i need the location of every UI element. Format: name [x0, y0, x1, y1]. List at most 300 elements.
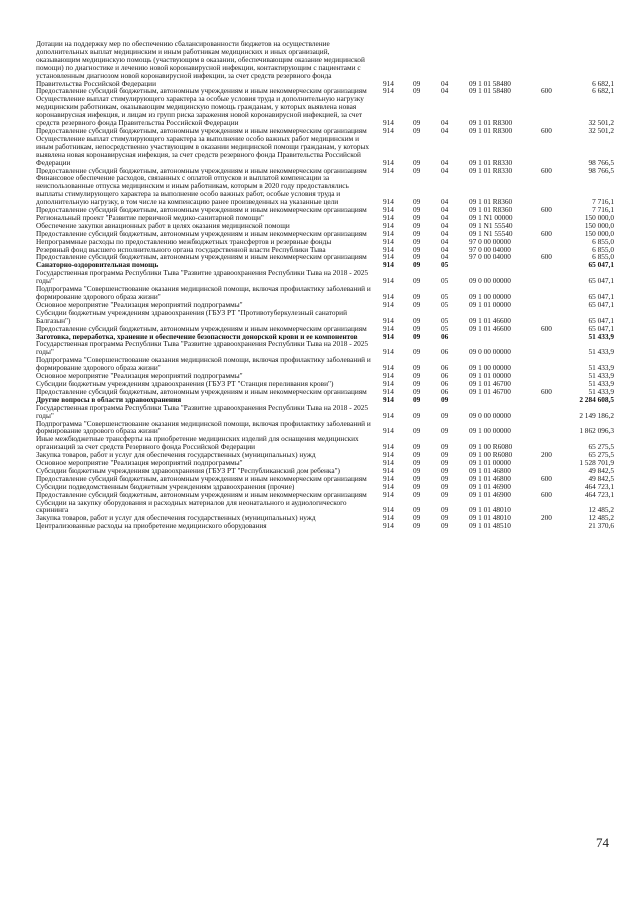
row-section-code: 09: [413, 505, 421, 515]
row-ministry-code: 914: [383, 395, 394, 404]
row-ministry-code: 914: [383, 229, 394, 238]
row-description: Предоставление субсидий бюджетным, автономным учреждениям и иным некоммерческим организациям: [36, 166, 367, 175]
row-expense-type-code: [541, 309, 566, 325]
row-section-code: 09: [413, 276, 421, 286]
row-amount: 49 842,5: [588, 474, 614, 483]
row-target-article-code: 09 1 N1 55540: [469, 229, 513, 238]
row-target-article-code: 09 1 01 58480: [469, 78, 511, 88]
row-description: Заготовка, переработка, хранение и обеспечение безопасности донорской крови и ее компонентов: [36, 332, 358, 341]
row-target-article-code: 09 1 00 R6080: [469, 451, 513, 460]
row-ministry-code: 914: [383, 324, 394, 333]
row-description: Субсидии бюджетным учреждениям здравоохранения (ГБУЗ РТ "Противотуберкулезный санаторий Балгазын"): [36, 308, 347, 325]
row-subsection-code: 09: [441, 451, 449, 460]
row-expense-type-code: [541, 380, 566, 388]
row-ministry-code: 914: [383, 253, 394, 262]
row-expense-type-code: [541, 396, 566, 404]
row-expense-type-code: [541, 356, 566, 372]
row-amount: 51 433,9: [588, 332, 614, 341]
row-section-code: 09: [413, 118, 421, 127]
row-section-code: 09: [413, 379, 421, 388]
row-ministry-code: 914: [383, 78, 394, 88]
row-expense-type-code: [541, 340, 566, 356]
row-amount: 49 842,5: [588, 466, 614, 475]
row-expense-type-code: [541, 40, 566, 87]
table-row: [36, 340, 614, 356]
row-expense-type-code: [541, 435, 566, 451]
table-row: [36, 372, 614, 380]
row-amount: 65 047,1: [588, 315, 614, 325]
row-amount: 7 716,1: [592, 197, 614, 207]
row-target-article-code: 09 1 01 R8300: [469, 126, 513, 135]
row-expense-type-code: [541, 499, 566, 515]
table-row: [36, 467, 614, 475]
row-target-article-code: 09 0 00 00000: [469, 276, 511, 286]
row-amount: 65 047,1: [588, 292, 614, 301]
table-row: [36, 380, 614, 388]
row-expense-type-code: 200: [541, 514, 552, 523]
row-section-code: 09: [413, 197, 421, 207]
row-subsection-code: 09: [441, 395, 449, 404]
row-subsection-code: 05: [441, 300, 449, 309]
row-section-code: 09: [413, 78, 421, 88]
row-expense-type-code: [541, 404, 566, 420]
row-amount: 7 716,1: [592, 206, 614, 214]
row-amount: 65 047,1: [588, 261, 614, 270]
row-section-code: 09: [413, 482, 421, 491]
row-target-article-code: 09 1 01 00000: [469, 300, 511, 309]
row-description: Дотации на поддержку мер по обеспечению сбалансированности бюджетов на осуществление дополнительных выплат медицинским и иным работникам медицинских и иных организаций, оказывающим медицинскую помощь (участвующим в оказании, обеспечивающим оказание медицинской помощи) по диагностике и лечению новой коронавирусной инфекции, контактирующим с пациентами с установленным диагнозом новой коронавирусной инфекции, за счет средств резервного фонда Правительства Российской Федерации: [36, 40, 365, 88]
row-section-code: 09: [413, 245, 421, 254]
row-amount: 98 766,5: [588, 166, 614, 175]
row-amount: 150 000,0: [584, 229, 614, 238]
row-section-code: 09: [413, 300, 421, 309]
row-section-code: 09: [413, 410, 421, 420]
row-ministry-code: 914: [383, 206, 394, 214]
row-subsection-code: 09: [441, 459, 449, 467]
row-subsection-code: 09: [441, 522, 449, 531]
row-ministry-code: 914: [383, 514, 394, 523]
row-target-article-code: 97 0 00 04000: [469, 253, 511, 262]
row-ministry-code: 914: [383, 459, 394, 467]
row-target-article-code: 09 1 01 R8360: [469, 197, 513, 207]
row-ministry-code: 914: [383, 466, 394, 475]
table-row: [36, 87, 614, 95]
row-ministry-code: 914: [383, 363, 394, 373]
row-expense-type-code: 600: [541, 324, 552, 333]
row-description: Централизованные расходы на приобретение медицинского оборудования: [36, 522, 267, 531]
row-subsection-code: 04: [441, 157, 449, 167]
row-amount: 65 275,5: [588, 451, 614, 460]
row-section-code: 09: [413, 387, 421, 396]
row-subsection-code: 05: [441, 315, 449, 325]
table-row: [36, 333, 614, 341]
row-expense-type-code: [541, 95, 566, 127]
row-amount: 51 433,9: [588, 387, 614, 396]
row-subsection-code: 04: [441, 87, 449, 96]
row-ministry-code: 914: [383, 118, 394, 127]
row-expense-type-code: 600: [541, 387, 552, 396]
budget-table: [36, 40, 614, 530]
table-row: [36, 499, 614, 515]
table-row: [36, 206, 614, 214]
row-amount: 65 047,1: [588, 276, 614, 286]
table-row: [36, 451, 614, 459]
table-row: [36, 127, 614, 135]
table-row: [36, 309, 614, 325]
row-amount: 2 149 186,2: [579, 410, 614, 420]
table-row: [36, 246, 614, 254]
row-target-article-code: 09 1 00 00000: [469, 426, 511, 436]
row-target-article-code: 09 1 01 46900: [469, 490, 511, 499]
row-subsection-code: 04: [441, 253, 449, 262]
table-row: [36, 301, 614, 309]
table-row: [36, 214, 614, 222]
table-row: [36, 388, 614, 396]
row-section-code: 09: [413, 459, 421, 467]
row-amount: 150 000,0: [584, 221, 614, 230]
row-expense-type-code: [541, 238, 566, 246]
table-row: [36, 435, 614, 451]
row-expense-type-code: [541, 269, 566, 285]
row-subsection-code: 05: [441, 276, 449, 286]
table-row: [36, 396, 614, 404]
row-subsection-code: 09: [441, 474, 449, 483]
row-subsection-code: 04: [441, 245, 449, 254]
row-section-code: 09: [413, 474, 421, 483]
row-description: Осуществление выплат стимулирующего характера за выполнение особо важных работ медицинским и иным работникам, непосредственно участвующим в оказании медицинской помощи гражданам, у которых выявлена новая коронавирусная инфекция, за счет средств резервного фонда Правительства Российской Федерации: [36, 134, 370, 167]
row-section-code: 09: [413, 292, 421, 301]
row-description: Предоставление субсидий бюджетным, автономным учреждениям и иным некоммерческим организациям: [36, 87, 367, 96]
row-description: Подпрограмма "Совершенствование оказания медицинской помощи, включая профилактику заболеваний и формирование здорового образа жизни": [36, 419, 371, 436]
row-section-code: 09: [413, 324, 421, 333]
row-ministry-code: 914: [383, 245, 394, 254]
row-amount: 6 682,1: [592, 87, 614, 96]
row-section-code: 09: [413, 442, 421, 452]
row-subsection-code: 04: [441, 78, 449, 88]
table-row: [36, 222, 614, 230]
row-description: Предоставление субсидий бюджетным, автономным учреждениям и иным некоммерческим организациям: [36, 474, 367, 483]
row-description: Предоставление субсидий бюджетным, автономным учреждениям и иным некоммерческим организациям: [36, 387, 367, 396]
row-amount: 6 682,1: [592, 78, 614, 88]
row-ministry-code: 914: [383, 490, 394, 499]
row-section-code: 09: [413, 213, 421, 222]
row-amount: 6 855,0: [592, 237, 614, 246]
row-target-article-code: 09 1 01 48010: [469, 505, 511, 515]
table-row: [36, 95, 614, 127]
row-section-code: 09: [413, 237, 421, 246]
row-section-code: 09: [413, 426, 421, 436]
row-amount: 12 485,2: [588, 514, 614, 523]
budget-table-sheet: [36, 40, 614, 530]
row-section-code: 09: [413, 372, 421, 380]
row-expense-type-code: [541, 285, 566, 301]
row-description: Государственная программа Республики Тыва "Развитие здравоохранения Республики Тыва на 2018 - 2025 годы": [36, 269, 369, 286]
row-section-code: 09: [413, 166, 421, 175]
table-row: [36, 285, 614, 301]
row-description: Осуществление выплат стимулирующего характера за особые условия труда и дополнительную нагрузку медицинским работникам, оказывающим медицинскую помощь гражданам, у которых выявлена новая коронавирусная инфекция, и лицам из групп риска заражения новой коронавирусной инфекцией, за счет средств резервного фонда Правительства Российской Федерации: [36, 95, 364, 127]
table-row: [36, 356, 614, 372]
row-target-article-code: 09 1 N1 55540: [469, 221, 513, 230]
row-subsection-code: 06: [441, 332, 449, 341]
row-description: Предоставление субсидий бюджетным, автономным учреждениям и иным некоммерческим организациям: [36, 253, 367, 262]
row-description: Закупка товаров, работ и услуг для обеспечения государственных (муниципальных) нужд: [36, 451, 316, 460]
row-target-article-code: 09 1 01 46600: [469, 315, 511, 325]
row-ministry-code: 914: [383, 482, 394, 491]
row-description: Субсидии бюджетным учреждениям здравоохранения (ГБУЗ РТ "Республиканский дом ребенка"): [36, 466, 340, 475]
row-description: Санаторно-оздоровительная помощь: [36, 261, 159, 270]
row-target-article-code: 09 1 01 R8300: [469, 118, 513, 127]
row-ministry-code: 914: [383, 387, 394, 396]
row-description: Предоставление субсидий бюджетным, автономным учреждениям и иным некоммерческим организациям: [36, 126, 367, 135]
row-section-code: 09: [413, 315, 421, 325]
row-section-code: 09: [413, 451, 421, 460]
row-ministry-code: 914: [383, 126, 394, 135]
row-section-code: 09: [413, 126, 421, 135]
table-row: [36, 269, 614, 285]
row-target-article-code: 09 1 01 48510: [469, 522, 511, 531]
row-description: Субсидии подведомственным бюджетным учреждениям здравоохранения (прочие): [36, 482, 295, 491]
row-expense-type-code: [541, 174, 566, 206]
row-section-code: 09: [413, 490, 421, 499]
budget-table-body: [36, 40, 614, 530]
row-ministry-code: 914: [383, 347, 394, 357]
row-amount: 65 275,5: [588, 442, 614, 452]
row-subsection-code: 05: [441, 292, 449, 301]
row-expense-type-code: [541, 420, 566, 436]
row-expense-type-code: 600: [541, 490, 552, 499]
row-subsection-code: 06: [441, 379, 449, 388]
row-subsection-code: 04: [441, 166, 449, 175]
row-section-code: 09: [413, 395, 421, 404]
row-section-code: 09: [413, 253, 421, 262]
row-amount: 32 501,2: [588, 126, 614, 135]
row-amount: 51 433,9: [588, 372, 614, 380]
row-target-article-code: 09 1 01 58480: [469, 87, 511, 96]
table-row: [36, 261, 614, 269]
row-target-article-code: 09 1 01 00000: [469, 372, 511, 380]
row-expense-type-code: [541, 135, 566, 167]
row-target-article-code: 09 1 01 R8360: [469, 206, 513, 214]
row-description: Подпрограмма "Совершенствование оказания медицинской помощи, включая профилактику заболеваний и формирование здорового образа жизни": [36, 285, 371, 301]
row-expense-type-code: [541, 372, 566, 380]
row-description: Обеспечение закупки авиационных работ в целях оказания медицинской помощи: [36, 221, 290, 230]
row-section-code: 09: [413, 221, 421, 230]
table-row: [36, 522, 614, 530]
row-subsection-code: 09: [441, 426, 449, 436]
table-row: [36, 238, 614, 246]
row-target-article-code: 09 1 01 46600: [469, 324, 511, 333]
row-ministry-code: 914: [383, 379, 394, 388]
row-target-article-code: 09 0 00 00000: [469, 410, 511, 420]
row-expense-type-code: [541, 459, 566, 467]
row-description: Региональный проект "Развитие первичной медико-санитарной помощи": [36, 213, 264, 222]
row-amount: 51 433,9: [588, 347, 614, 357]
row-section-code: 09: [413, 229, 421, 238]
row-expense-type-code: [541, 483, 566, 491]
row-section-code: 09: [413, 157, 421, 167]
row-amount: 51 433,9: [588, 379, 614, 388]
row-section-code: 09: [413, 332, 421, 341]
row-amount: 464 723,1: [584, 482, 614, 491]
row-ministry-code: 914: [383, 410, 394, 420]
row-expense-type-code: 600: [541, 474, 552, 483]
row-ministry-code: 914: [383, 87, 394, 96]
row-target-article-code: [467, 261, 541, 269]
row-description: Другие вопросы в области здравоохранения: [36, 395, 182, 404]
row-section-code: 09: [413, 261, 421, 270]
row-section-code: 09: [413, 87, 421, 96]
row-target-article-code: 09 1 01 48010: [469, 514, 511, 523]
row-ministry-code: 914: [383, 221, 394, 230]
row-target-article-code: 09 1 00 R6080: [469, 442, 513, 452]
row-ministry-code: 914: [383, 315, 394, 325]
row-ministry-code: 914: [383, 474, 394, 483]
row-expense-type-code: 200: [541, 451, 552, 460]
row-description: Основное мероприятие "Реализация мероприятий подпрограммы": [36, 372, 243, 380]
row-ministry-code: 914: [383, 442, 394, 452]
row-section-code: 09: [413, 522, 421, 531]
row-amount: 65 047,1: [588, 300, 614, 309]
row-target-article-code: [467, 396, 541, 404]
row-amount: 65 047,1: [588, 324, 614, 333]
row-amount: 464 723,1: [584, 490, 614, 499]
row-target-article-code: 09 1 01 R8330: [469, 166, 513, 175]
row-description: Иные межбюджетные трансферты на приобретение медицинских изделий для оснащения медицинских организаций за счет средств Резервного фонда Российской Федерации: [36, 435, 359, 452]
row-amount: 12 485,2: [588, 505, 614, 515]
row-expense-type-code: 600: [541, 253, 552, 262]
row-ministry-code: 914: [383, 157, 394, 167]
row-description: Субсидии на закупку оборудования и расходных материалов для неонатального и аудиологического скрининга: [36, 498, 347, 515]
table-row: [36, 404, 614, 420]
row-amount: 32 501,2: [588, 118, 614, 127]
row-description: Субсидии бюджетным учреждениям здравоохранения (ГБУЗ РТ "Станция переливания крови"): [36, 379, 334, 388]
row-subsection-code: 04: [441, 197, 449, 207]
row-amount: 2 284 608,5: [579, 395, 614, 404]
row-description: Предоставление субсидий бюджетным, автономным учреждениям и иным некоммерческим организациям: [36, 206, 367, 214]
row-description: Основное мероприятие "Реализация мероприятий подпрограммы": [36, 300, 243, 309]
row-target-article-code: 09 1 01 46900: [469, 482, 511, 491]
row-subsection-code: 04: [441, 213, 449, 222]
row-expense-type-code: [541, 246, 566, 254]
row-subsection-code: 06: [441, 363, 449, 373]
table-row: [36, 135, 614, 167]
row-description: Финансовое обеспечение расходов, связанных с оплатой отпусков и выплатой компенсации за неиспользованные отпуска медицинским и иным работникам, которым в 2020 году предоставлялись выплаты стимулирующего характера за выполнение особо важных работ, особые условия труда и дополнительную нагрузку, в том числе на компенсацию ранее произведенных на указанные цели: [36, 174, 349, 207]
row-subsection-code: 09: [441, 466, 449, 475]
row-ministry-code: 914: [383, 451, 394, 460]
row-section-code: 09: [413, 347, 421, 357]
table-row: [36, 325, 614, 333]
row-expense-type-code: 600: [541, 229, 552, 238]
table-row: [36, 475, 614, 483]
row-subsection-code: 09: [441, 482, 449, 491]
row-subsection-code: 09: [441, 442, 449, 452]
row-subsection-code: 06: [441, 347, 449, 357]
table-row: [36, 514, 614, 522]
row-amount: 51 433,9: [588, 363, 614, 373]
row-description: Непрограммные расходы по предоставлению межбюджетных трансфертов и резервные фонды: [36, 237, 332, 246]
row-amount: 150 000,0: [584, 213, 614, 222]
row-description: Резервный фонд высшего исполнительного органа государственной власти Республики Тыва: [36, 245, 326, 254]
table-row: [36, 167, 614, 175]
row-description: Закупка товаров, работ и услуг для обеспечения государственных (муниципальных) нужд: [36, 514, 316, 523]
row-ministry-code: 914: [383, 213, 394, 222]
row-subsection-code: 05: [441, 324, 449, 333]
row-subsection-code: 04: [441, 206, 449, 214]
table-row: [36, 253, 614, 261]
row-description: Подпрограмма "Совершенствование оказания медицинской помощи, включая профилактику заболеваний и формирование здорового образа жизни": [36, 356, 371, 373]
row-target-article-code: 09 1 01 46800: [469, 466, 511, 475]
row-ministry-code: 914: [383, 237, 394, 246]
row-expense-type-code: 600: [541, 126, 552, 135]
table-row: [36, 420, 614, 436]
row-expense-type-code: [541, 522, 566, 530]
row-amount: 6 855,0: [592, 245, 614, 254]
row-target-article-code: [467, 333, 541, 341]
row-target-article-code: 09 1 01 00000: [469, 459, 511, 467]
row-target-article-code: 09 1 00 00000: [469, 363, 511, 373]
page-number: 74: [596, 835, 609, 850]
row-section-code: 09: [413, 206, 421, 214]
row-section-code: 09: [413, 514, 421, 523]
row-ministry-code: 914: [383, 276, 394, 286]
row-subsection-code: 04: [441, 126, 449, 135]
table-row: [36, 483, 614, 491]
row-expense-type-code: 600: [541, 87, 552, 96]
row-expense-type-code: [541, 301, 566, 309]
row-ministry-code: 914: [383, 166, 394, 175]
row-subsection-code: 09: [441, 410, 449, 420]
row-ministry-code: 914: [383, 197, 394, 207]
row-amount: 6 855,0: [592, 253, 614, 262]
row-target-article-code: 09 1 00 00000: [469, 292, 511, 301]
row-ministry-code: 914: [383, 372, 394, 380]
row-amount: 1 528 701,9: [579, 459, 614, 467]
row-target-article-code: 97 0 00 04000: [469, 245, 511, 254]
row-section-code: 09: [413, 363, 421, 373]
row-ministry-code: 914: [383, 522, 394, 531]
row-subsection-code: 05: [441, 261, 449, 270]
table-row: [36, 230, 614, 238]
row-target-article-code: 09 1 N1 00000: [469, 213, 513, 222]
row-target-article-code: 09 1 01 46700: [469, 379, 511, 388]
row-section-code: 09: [413, 466, 421, 475]
row-ministry-code: 914: [383, 505, 394, 515]
row-target-article-code: 97 0 00 00000: [469, 237, 511, 246]
row-subsection-code: 09: [441, 505, 449, 515]
row-amount: 98 766,5: [588, 157, 614, 167]
row-description: Предоставление субсидий бюджетным, автономным учреждениям и иным некоммерческим организациям: [36, 229, 367, 238]
row-subsection-code: 06: [441, 387, 449, 396]
row-subsection-code: 04: [441, 237, 449, 246]
row-amount: 1 862 096,3: [579, 426, 614, 436]
row-amount: 21 370,6: [588, 522, 614, 531]
row-expense-type-code: 600: [541, 206, 552, 214]
row-subsection-code: 04: [441, 221, 449, 230]
row-target-article-code: 09 1 01 46700: [469, 387, 511, 396]
row-subsection-code: 06: [441, 372, 449, 380]
row-subsection-code: 09: [441, 490, 449, 499]
row-expense-type-code: [541, 222, 566, 230]
row-subsection-code: 09: [441, 514, 449, 523]
row-description: Предоставление субсидий бюджетным, автономным учреждениям и иным некоммерческим организациям: [36, 324, 367, 333]
row-subsection-code: 04: [441, 118, 449, 127]
table-row: [36, 174, 614, 206]
row-expense-type-code: 600: [541, 166, 552, 175]
row-ministry-code: 914: [383, 261, 394, 270]
row-expense-type-code: [541, 333, 566, 341]
row-subsection-code: 04: [441, 229, 449, 238]
row-ministry-code: 914: [383, 300, 394, 309]
